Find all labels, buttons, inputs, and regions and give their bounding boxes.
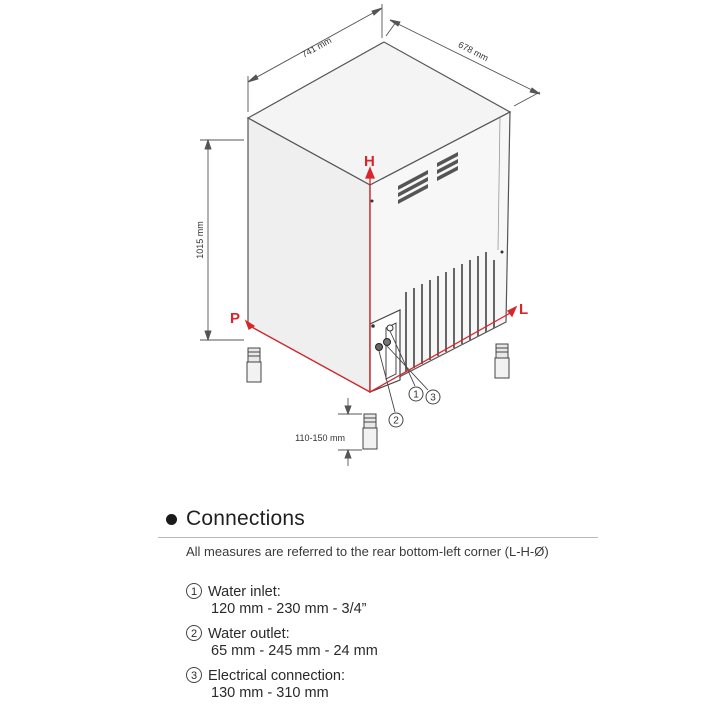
connection-item-water-inlet [186, 583, 367, 618]
connection-value: 130 mm - 310 mm [211, 685, 329, 701]
axis-l-label: L [519, 301, 529, 318]
connection-value: 120 mm - 230 mm - 3/4” [211, 601, 367, 617]
water-inlet-port [387, 325, 393, 331]
callout-1 [409, 387, 423, 401]
circled-number: 2 [186, 625, 202, 641]
connection-item-electrical [186, 667, 345, 702]
connection-value: 65 mm - 245 mm - 24 mm [211, 643, 378, 659]
connection-item-water-outlet [186, 625, 378, 660]
screw-dot [501, 251, 504, 254]
screw-dot [371, 200, 374, 203]
dim-width-label: 741 mm [299, 35, 334, 60]
callout-3 [426, 390, 440, 404]
dim-feet-label: 110-150 mm [295, 433, 345, 443]
svg-text:1: 1 [413, 389, 419, 401]
axis-h-label: H [364, 153, 375, 170]
foot-front [363, 414, 377, 449]
reference-note: All measures are referred to the rear bottom-left corner (L-H-Ø) [186, 544, 549, 559]
axis-p-label: P [230, 310, 241, 327]
dim-depth-label: 678 mm [456, 39, 491, 64]
dim-height-label: 1015 mm [195, 221, 205, 259]
svg-text:3: 3 [430, 392, 436, 404]
bullet-icon [166, 514, 177, 525]
connection-label: Water inlet: [208, 584, 281, 600]
connection-label: Electrical connection: [208, 668, 346, 684]
svg-text:2: 2 [393, 415, 399, 427]
water-outlet-port [376, 344, 383, 351]
section-header [166, 507, 305, 531]
foot-right [495, 344, 509, 378]
circled-number: 1 [186, 583, 202, 599]
section-divider [158, 537, 598, 538]
callout-2 [389, 413, 403, 427]
section-title: Connections [186, 507, 305, 530]
electrical-port [384, 339, 391, 346]
screw-dot [371, 324, 375, 328]
connection-label: Water outlet: [208, 626, 290, 642]
circled-number: 3 [186, 667, 202, 683]
foot-left [247, 348, 261, 382]
